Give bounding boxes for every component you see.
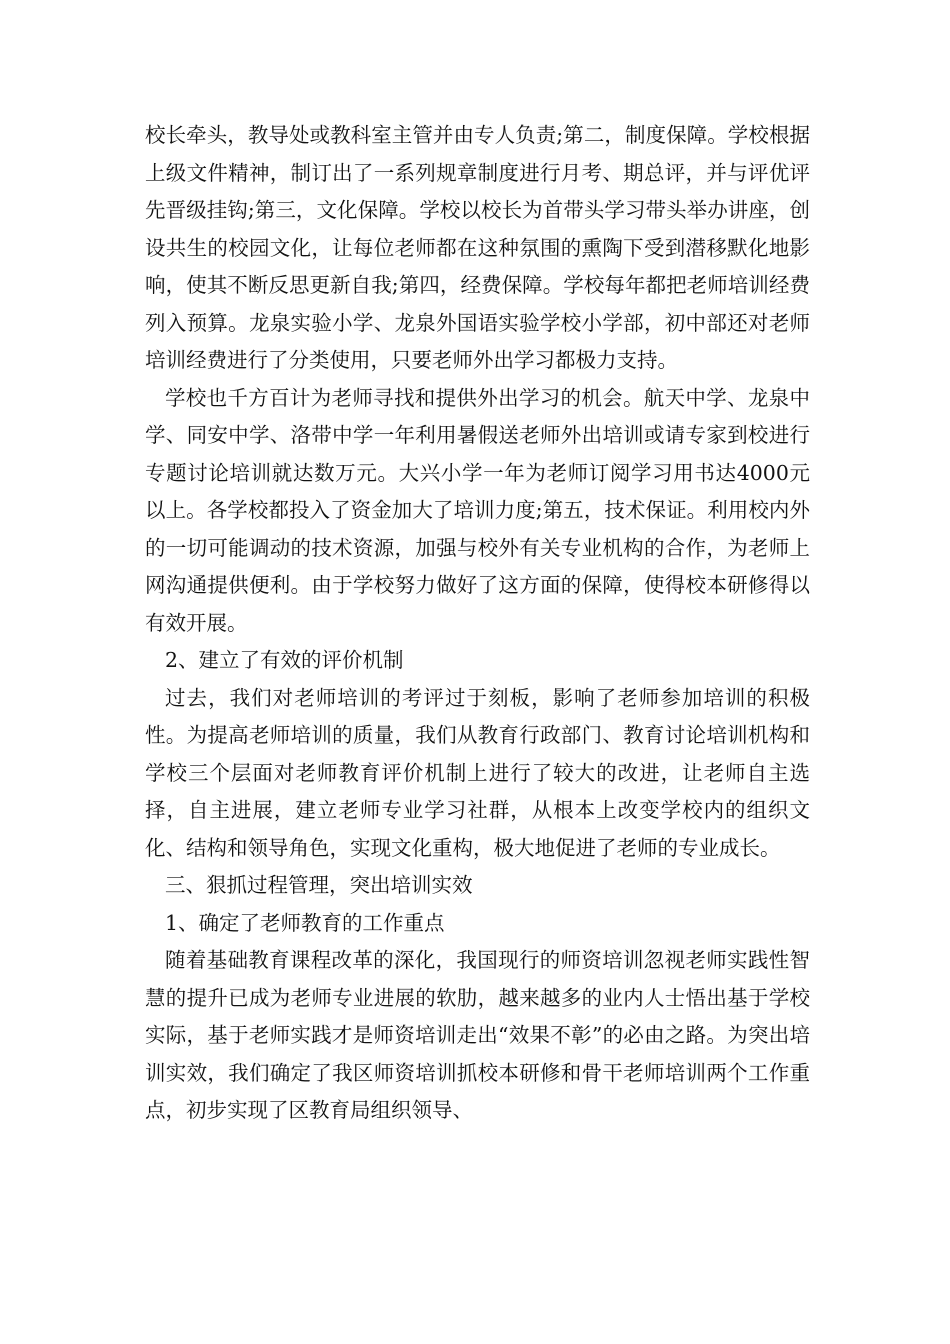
- section-heading-process-management: 三、狠抓过程管理，突出培训实效: [165, 873, 473, 897]
- paragraph-evaluation-reform: 过去，我们对老师培训的考评过于刻板，影响了老师参加培训的积极性。为提高老师培训的质量，我们从教育行政部门、教育讨论培训机构和学校三个层面对老师教育评价机制上进行了较大的改进，让老师自主选择，自主进展，建立老师专业学习社群，从根本上改变学校内的组织文化、结构和领导角色，实现文化重构，极大地促进了老师的专业成长。: [145, 685, 810, 860]
- document-body: [145, 117, 810, 1130]
- paragraph-curriculum-reform: 随着基础教育课程改革的深化，我国现行的师资培训忽视老师实践性智慧的提升已成为老师专业进展的软肋，越来越多的业内人士悟出基于学校实际，基于老师实践才是师资培训走出“效果不彰”的必由之路。为突出培训实效，我们确定了我区师资培训抓校本研修和骨干老师培训两个工作重点，初步实现了区教育局组织领导、: [145, 948, 810, 1122]
- paragraph-school-guarantees: 校长牵头，教导处或教科室主管并由专人负责;第二，制度保障。学校根据上级文件精神，制订出了一系列规章制度进行月考、期总评，并与评优评先晋级挂钩;第三，文化保障。学校以校长为首带头学习带头举办讲座，创设共生的校园文化，让每位老师都在这种氛围的熏陶下受到潜移默化地影响，使其不断反思更新自我;第四，经费保障。学校每年都把老师培训经费列入预算。龙泉实验小学、龙泉外国语实验学校小学部，初中部还对老师培训经费进行了分类使用，只要老师外出学习都极力支持。: [145, 123, 810, 372]
- paragraph-external-learning: 学校也千方百计为老师寻找和提供外出学习的机会。航天中学、龙泉中学、同安中学、洛带中学一年利用暑假送老师外出培训或请专家到校进行专题讨论培训就达数万元。大兴小学一年为老师订阅学习用书达4000元以上。各学校都投入了资金加大了培训力度;第五，技术保证。利用校内外的一切可能调动的技术资源，加强与校外有关专业机构的合作，为老师上网沟通提供便利。由于学校努力做好了这方面的保障，使得校本研修得以有效开展。: [145, 385, 810, 635]
- section-heading-evaluation-mechanism: 2、建立了有效的评价机制: [165, 648, 404, 672]
- section-heading-work-focus: 1、确定了老师教育的工作重点: [165, 910, 445, 935]
